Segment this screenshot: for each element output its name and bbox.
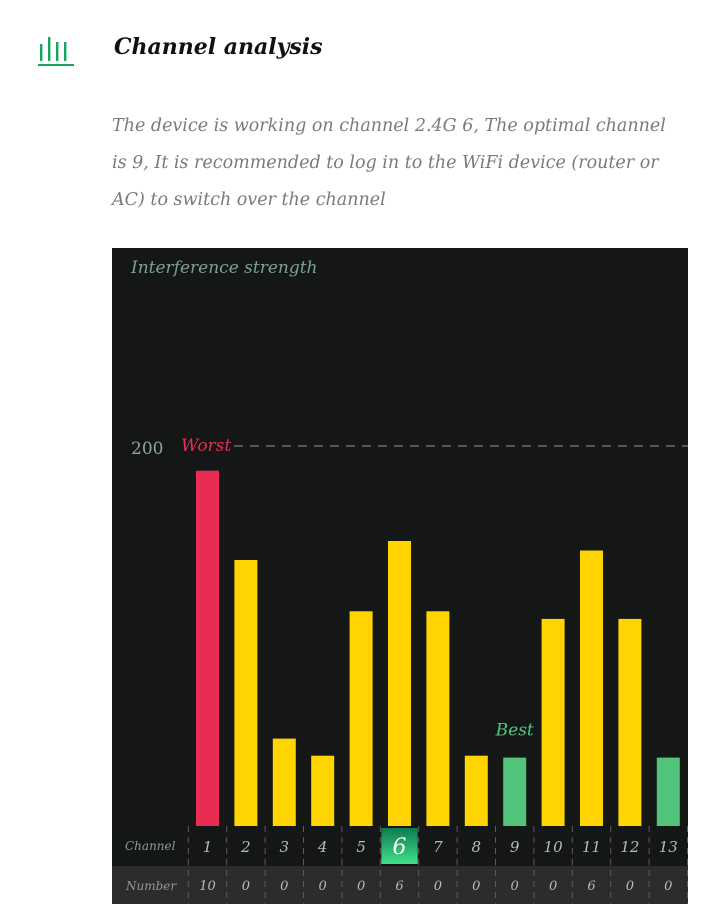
channel-tick-label: 5 (356, 838, 366, 856)
channel-tick-label: 8 (471, 838, 482, 856)
channel-tick-label: 4 (317, 838, 328, 856)
bar-channel-7 (426, 611, 449, 826)
bar-channel-10 (542, 619, 565, 826)
bar-channel-12 (618, 619, 641, 826)
channel-tick-label: 10 (543, 838, 563, 856)
channel-count-label: 0 (318, 879, 327, 894)
channel-count-label: 0 (356, 879, 366, 894)
page-title: Channel analysis (114, 34, 323, 60)
bar-channel-1 (196, 471, 219, 826)
channel-tick-label: 3 (279, 838, 290, 856)
number-row-label: Number (126, 879, 177, 893)
channel-tick-label: 7 (433, 838, 443, 856)
bar-channel-2 (234, 560, 257, 826)
bar-channel-9 (503, 758, 526, 826)
channel-tick-label: 1 (202, 838, 213, 856)
reference-value-label: 200 (131, 439, 164, 459)
channel-count-label: 0 (433, 879, 443, 894)
channel-count-label: 0 (241, 879, 251, 894)
bar-channel-6 (388, 541, 411, 826)
channel-tick-label: 2 (241, 838, 251, 856)
bar-channel-11 (580, 551, 603, 827)
best-label: Best (495, 720, 534, 741)
bar-channel-8 (465, 756, 488, 826)
channel-chart-panel (112, 248, 688, 904)
channel-count-label: 0 (472, 879, 481, 894)
channel-count-label: 6 (587, 879, 596, 894)
bar-channel-5 (350, 611, 373, 826)
channel-count-label: 0 (664, 879, 673, 894)
channel-count-label: 0 (548, 879, 558, 894)
channel-count-label: 0 (280, 879, 289, 894)
bar-channel-3 (273, 739, 296, 826)
channel-tick-label: 12 (620, 838, 640, 856)
channel-count-label: 0 (510, 879, 519, 894)
bar-channel-13 (657, 758, 680, 826)
channel-tick-label: 13 (658, 838, 678, 856)
bar-channel-4 (311, 756, 334, 826)
channel-tick-label: 11 (581, 838, 602, 856)
y-axis-title: Interference strength (131, 258, 318, 278)
channel-count-label: 10 (199, 879, 216, 894)
channel-recommendation-text: The device is working on channel 2.4G 6, The optimal channel is 9, It is recommended to log in to the WiFi device (router or AC) to switch over the channel (112, 116, 666, 210)
interference-chart (112, 248, 688, 904)
bar-chart-icon (38, 33, 76, 67)
channel-count-label: 6 (395, 879, 404, 894)
channel-count-label: 0 (625, 879, 635, 894)
channel-tick-label: 6 (392, 835, 407, 860)
channel-tick-label: 9 (509, 838, 520, 856)
worst-label: Worst (181, 436, 232, 456)
channel-row-label: Channel (125, 839, 176, 853)
